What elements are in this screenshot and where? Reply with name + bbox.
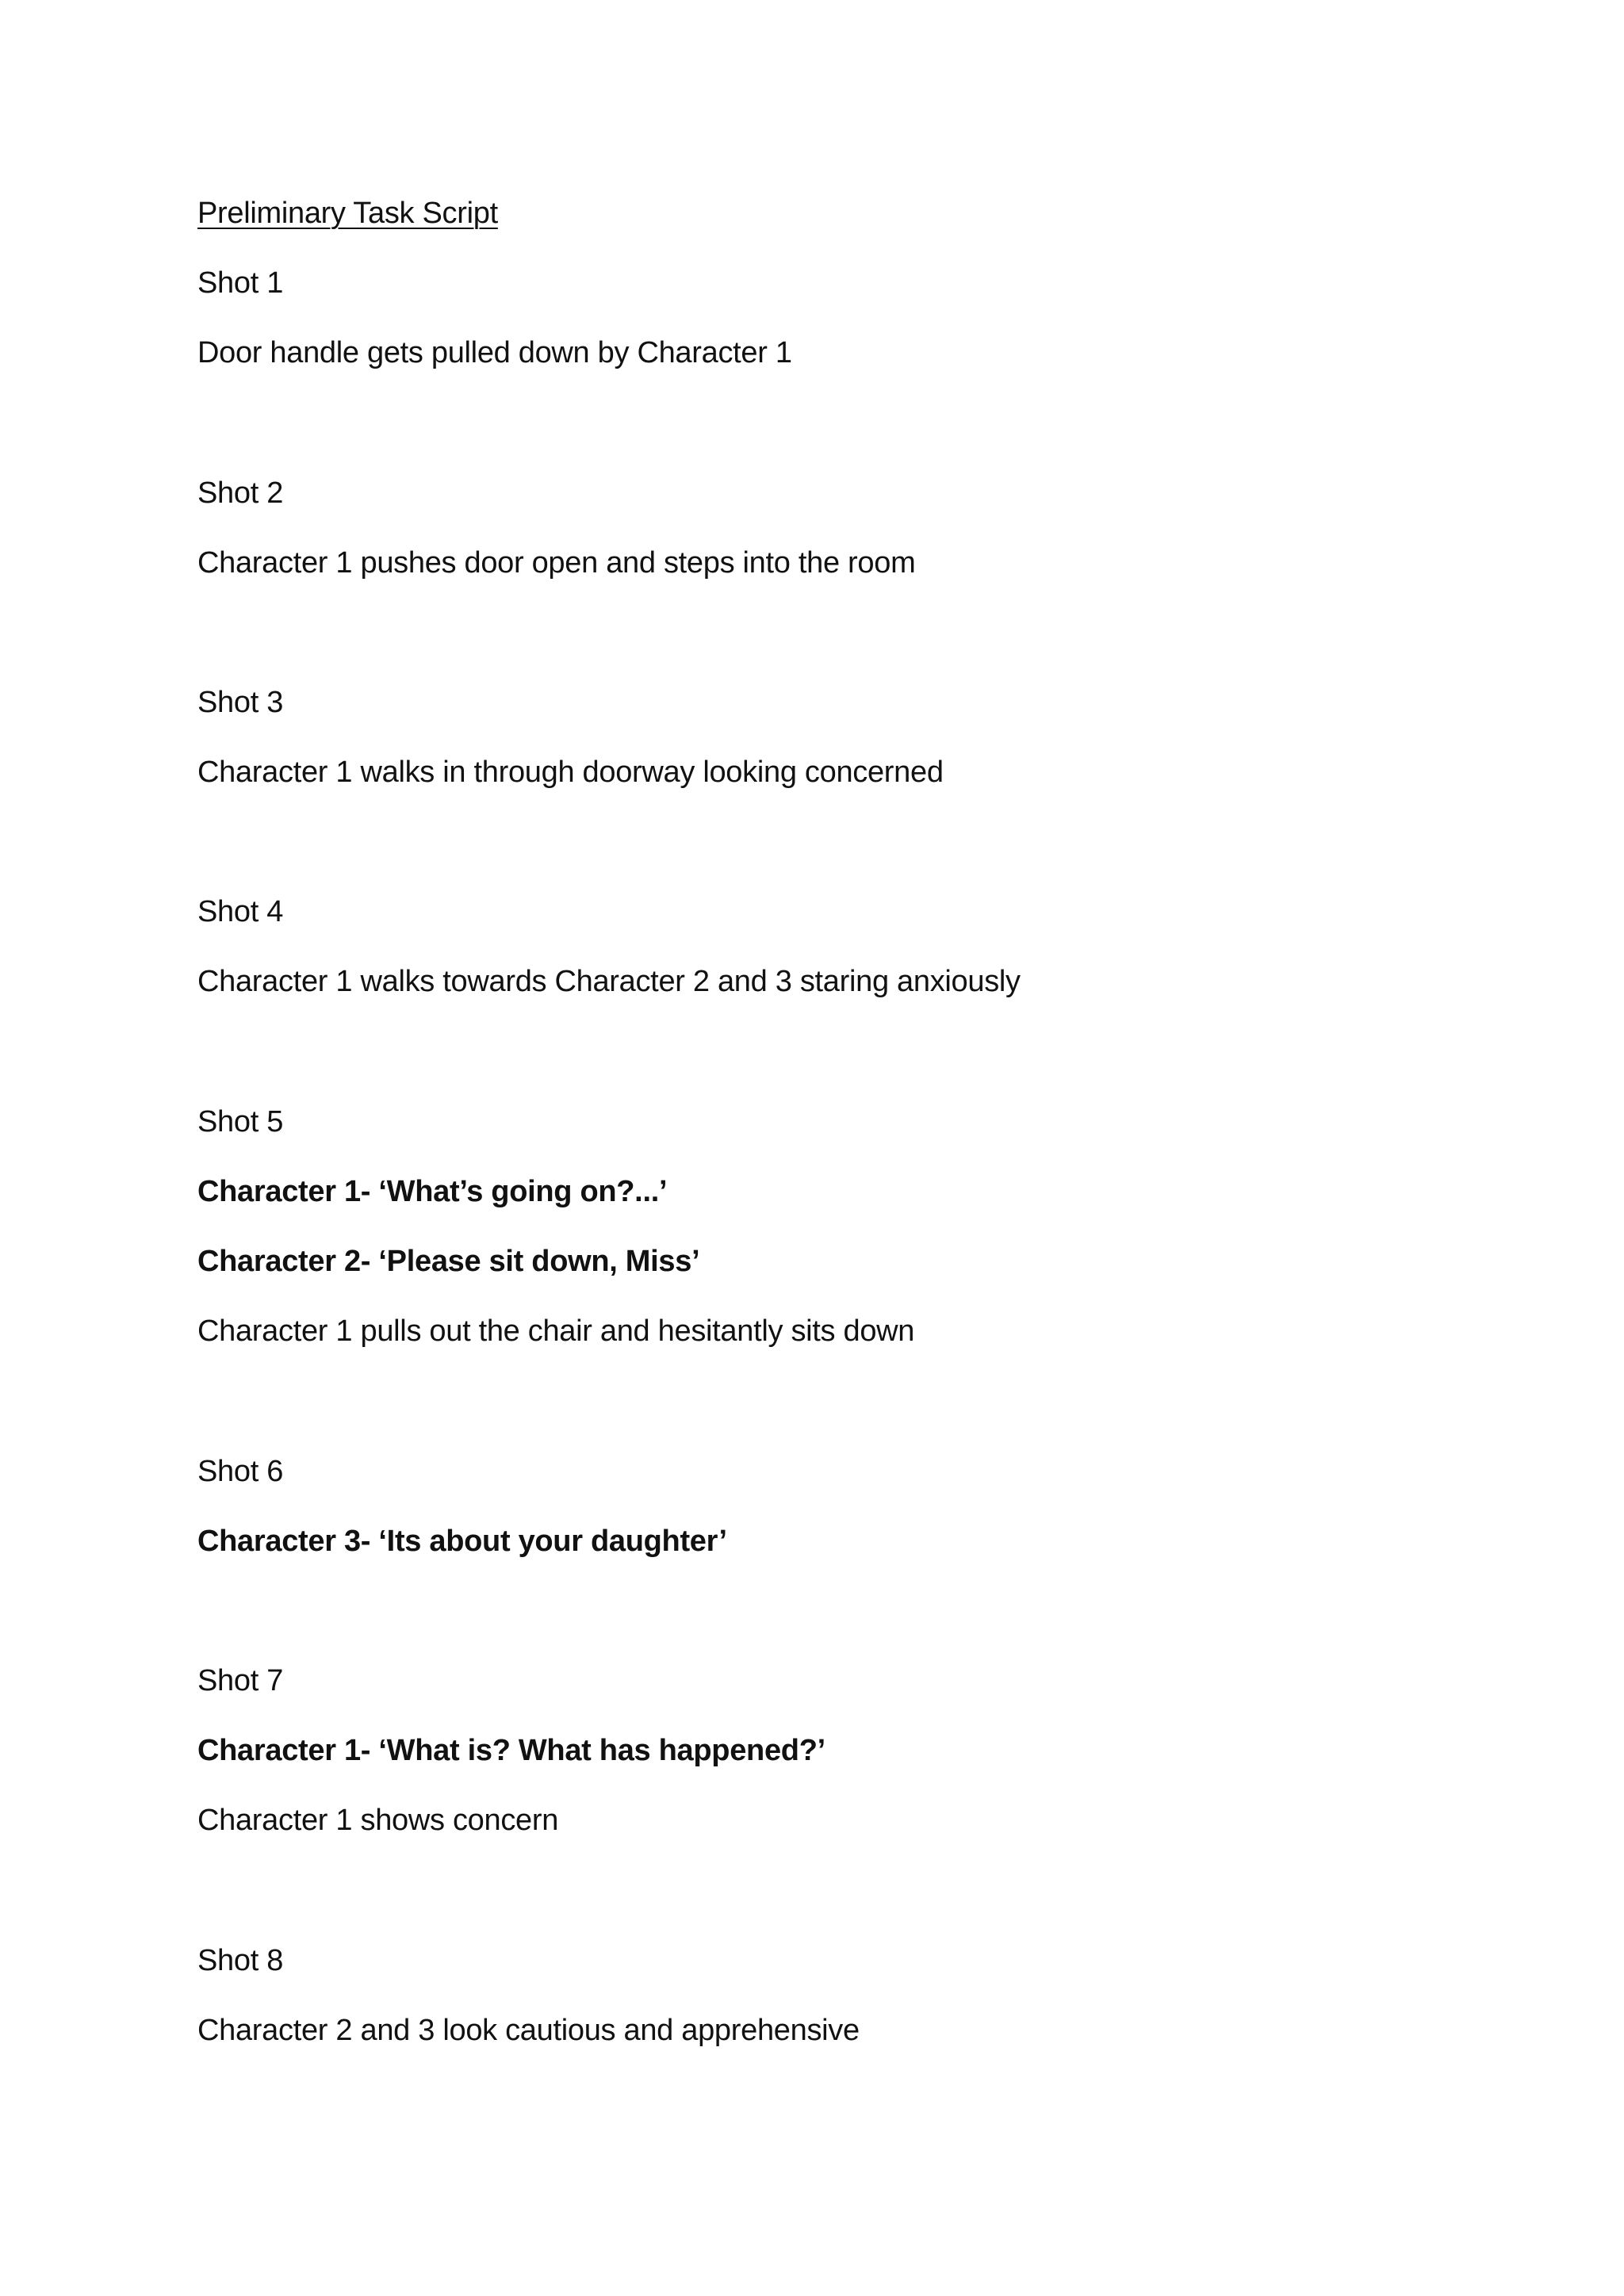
shot-5-action: Character 1 pulls out the chair and hesitantly sits down: [197, 1314, 915, 1348]
shot-7-action: Character 1 shows concern: [197, 1804, 559, 1837]
shot-4-action: Character 1 walks towards Character 2 and 3 staring anxiously: [197, 965, 1021, 998]
shot-8-heading: Shot 8: [197, 1944, 284, 1977]
shot-6-heading: Shot 6: [197, 1455, 284, 1488]
shot-1-heading: Shot 1: [197, 266, 284, 300]
shot-1-action: Door handle gets pulled down by Character 1: [197, 336, 792, 369]
shot-6-dialogue-character-3: Character 3- ‘Its about your daughter’: [197, 1525, 727, 1558]
shot-4-heading: Shot 4: [197, 895, 284, 928]
shot-3-heading: Shot 3: [197, 686, 284, 719]
shot-5-dialogue-character-2: Character 2- ‘Please sit down, Miss’: [197, 1245, 700, 1278]
shot-8-action: Character 2 and 3 look cautious and apprehensive: [197, 2014, 860, 2047]
shot-5-heading: Shot 5: [197, 1105, 284, 1138]
shot-7-heading: Shot 7: [197, 1664, 284, 1697]
shot-7-dialogue-character-1: Character 1- ‘What is? What has happened?’: [197, 1734, 825, 1767]
shot-2-action: Character 1 pushes door open and steps into the room: [197, 546, 916, 580]
shot-2-heading: Shot 2: [197, 476, 284, 510]
shot-3-action: Character 1 walks in through doorway looking concerned: [197, 756, 944, 789]
shot-5-dialogue-character-1: Character 1- ‘What’s going on?...’: [197, 1175, 668, 1208]
document-title: Preliminary Task Script: [197, 197, 498, 230]
